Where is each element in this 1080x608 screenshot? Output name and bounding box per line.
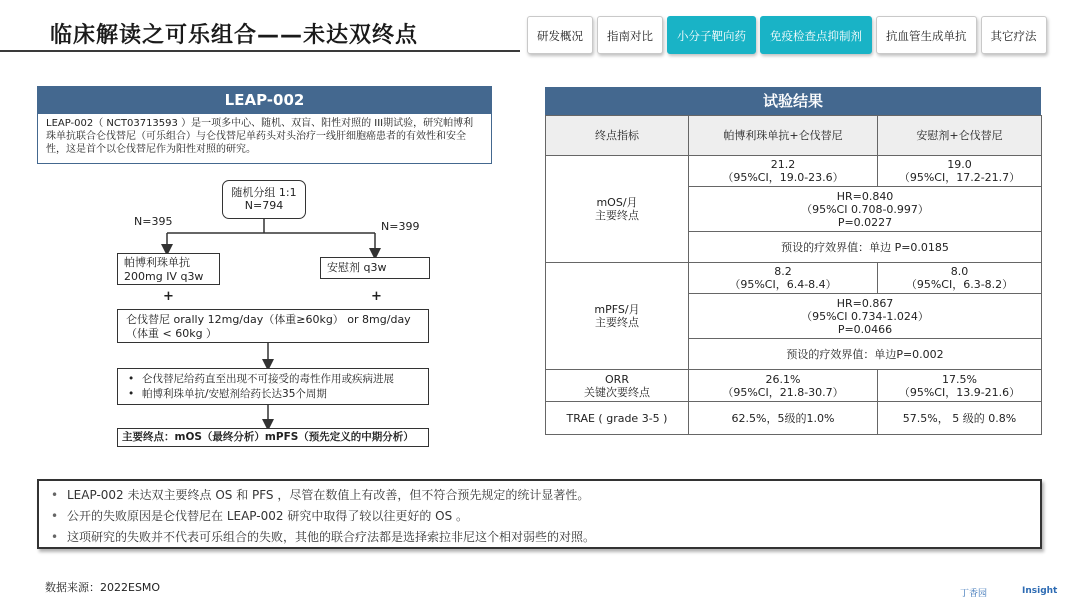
summary-box <box>37 479 1042 549</box>
mpfs-arm1-ci: （95%CI，6.4-8.4） <box>729 278 837 291</box>
mos-arm2-ci: （95%CI，17.2-21.7） <box>898 171 1021 184</box>
n-left-label: N=395 <box>134 215 173 228</box>
trae-arm2: 57.5%， 5 级的 0.8% <box>878 402 1042 435</box>
orr-arm1-ci: （95%CI，21.8-30.7） <box>722 385 844 399</box>
orr-label-type: 关键次要终点 <box>584 385 650 399</box>
mos-label-name: mOS/月 <box>596 196 638 209</box>
dosing-rule: • 仑伐替尼给药直至出现不可接受的毒性作用或疾病进展 <box>124 372 422 387</box>
n-right-label: N=399 <box>381 220 420 233</box>
tab-rd-overview[interactable]: 研发概况 <box>527 16 593 54</box>
col-header-placebo-lenva: 安慰剂+仑伐替尼 <box>878 116 1042 156</box>
study-description: LEAP-002（ NCT03713593 ）是一项多中心、随机、双盲、阳性对照的 III期试验，研究帕博利珠单抗联合仑伐替尼（可乐组合）与仑伐替尼单药头对头治疗一线肝细胞癌患者的有效性和安全性，这是首个以仑伐替尼作为阳性对照的研究。 <box>37 114 492 164</box>
col-header-pembro-lenva: 帕博利珠单抗+仑伐替尼 <box>689 116 878 156</box>
mos-hr <box>689 187 1042 232</box>
mos-arm1 <box>689 156 878 187</box>
trae-arm1: 62.5%，5级的1.0% <box>689 402 878 435</box>
mpfs-boundary: 预设的疗效界值：单边P=0.002 <box>689 339 1042 370</box>
mpfs-hr <box>689 294 1042 339</box>
mos-label <box>546 156 689 263</box>
mpfs-label-name: mPFS/月 <box>594 303 640 316</box>
dosing-rule: • 帕博利珠单抗/安慰剂给药长达35个周期 <box>124 387 422 402</box>
mos-p-value: P=0.0227 <box>837 215 893 229</box>
mpfs-p-value: P=0.0466 <box>837 322 893 336</box>
arm-left-drug: 帕博利珠单抗 <box>124 256 190 269</box>
mpfs-label <box>546 263 689 370</box>
study-title: LEAP-002 <box>37 86 492 114</box>
tab-anti-angiogenic[interactable]: 抗血管生成单抗 <box>876 16 977 54</box>
lenvatinib-box <box>117 309 429 343</box>
tab-bar <box>527 16 1047 54</box>
insight-logo: Insight <box>1022 586 1058 596</box>
trae-label: TRAE ( grade 3-5 ) <box>546 402 689 435</box>
tab-small-molecule[interactable]: 小分子靶向药 <box>667 16 756 54</box>
table-header-row <box>546 116 1042 156</box>
mos-label-type: 主要终点 <box>595 209 639 222</box>
page-title: 临床解读之可乐组合——未达双终点 <box>50 23 419 48</box>
mpfs-hr-ci: （95%CI 0.734-1.024） <box>801 309 929 323</box>
tab-other-therapies[interactable]: 其它疗法 <box>981 16 1047 54</box>
arm-pembrolizumab-box <box>117 253 220 285</box>
mpfs-arm2-ci: （95%CI，6.3-8.2） <box>905 278 1014 291</box>
table-row <box>546 156 1042 187</box>
mos-arm1-ci: （95%CI，19.0-23.6） <box>722 171 844 184</box>
table-row <box>546 263 1042 294</box>
lenvatinib-dose-line2: （体重 < 60kg ） <box>126 327 218 340</box>
orr-arm1-value: 26.1% <box>765 372 801 386</box>
orr-arm1 <box>689 370 878 402</box>
mos-hr-value: HR=0.840 <box>836 189 894 203</box>
mpfs-arm1 <box>689 263 878 294</box>
summary-point: • 这项研究的失败并不代表可乐组合的失败，其他的联合疗法都是选择索拉非尼这个相对弱些的对照。 <box>49 527 1030 548</box>
tab-guideline-compare[interactable]: 指南对比 <box>597 16 663 54</box>
col-header-endpoint: 终点指标 <box>546 116 689 156</box>
dosing-rules-box <box>117 368 429 405</box>
plus-right: + <box>371 289 382 304</box>
data-source: 数据来源：2022ESMO <box>45 581 161 594</box>
randomization-box <box>222 180 306 219</box>
mpfs-hr-value: HR=0.867 <box>836 296 894 310</box>
randomization-ratio: 随机分组 1:1 <box>231 186 297 199</box>
table-row <box>546 370 1042 402</box>
orr-arm2-value: 17.5% <box>942 372 977 386</box>
mpfs-arm2 <box>878 263 1042 294</box>
mos-arm2-value: 19.0 <box>947 158 972 171</box>
arm-left-dose: 200mg IV q3w <box>124 270 204 283</box>
mpfs-label-type: 主要终点 <box>595 316 639 329</box>
mpfs-arm1-value: 8.2 <box>774 265 792 278</box>
primary-endpoints-box: 主要终点：mOS（最终分析）mPFS（预先定义的中期分析） <box>117 428 429 447</box>
orr-label <box>546 370 689 402</box>
results-table <box>545 115 1042 435</box>
results-title: 试验结果 <box>545 87 1041 115</box>
mos-hr-ci: （95%CI 0.708-0.997） <box>801 202 929 216</box>
randomization-n: N=794 <box>244 199 284 212</box>
table-row <box>546 402 1042 435</box>
arm-placebo-box: 安慰剂 q3w <box>320 257 430 279</box>
plus-left: + <box>163 289 174 304</box>
orr-label-name: ORR <box>605 372 629 386</box>
lenvatinib-dose-line1: 仑伐替尼 orally 12mg/day（体重≥60kg） or 8mg/day <box>126 313 411 326</box>
orr-arm2 <box>878 370 1042 402</box>
mos-arm1-value: 21.2 <box>770 158 796 171</box>
tab-checkpoint-inhibitors[interactable]: 免疫检查点抑制剂 <box>760 16 872 54</box>
mpfs-arm2-value: 8.0 <box>950 265 969 278</box>
dxy-logo: 丁香园 <box>960 589 988 599</box>
summary-point: • 公开的失败原因是仑伐替尼在 LEAP-002 研究中取得了较以往更好的 OS 。 <box>49 506 1030 527</box>
summary-point: • LEAP-002 未达双主要终点 OS 和 PFS ，尽管在数值上有改善，但不符合预先规定的统计显著性。 <box>49 485 1030 506</box>
mos-arm2 <box>878 156 1042 187</box>
mos-boundary: 预设的疗效界值：单边 P=0.0185 <box>689 232 1042 263</box>
title-underline <box>0 50 520 52</box>
orr-arm2-ci: （95%CI，13.9-21.6） <box>898 385 1021 399</box>
